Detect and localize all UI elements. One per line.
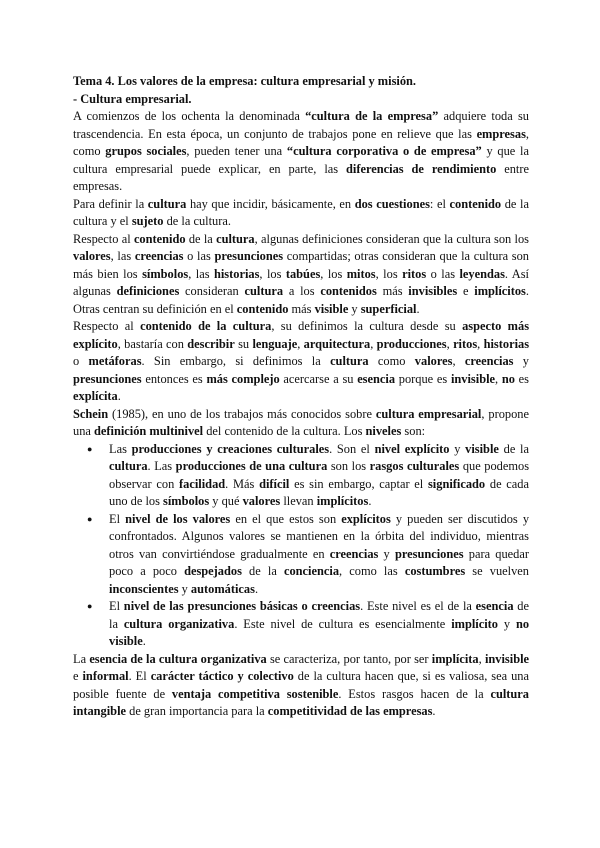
bold-term: producciones de una cultura (175, 459, 328, 473)
bold-term: presunciones (214, 249, 284, 263)
bold-term: no visible (109, 616, 530, 648)
bold-term: ventaja competitiva sostenible (171, 686, 339, 701)
bold-term: diferencias de rendimiento (346, 161, 497, 176)
bold-term: cultura (330, 354, 369, 368)
bold-term: informal (82, 669, 129, 683)
bold-term: competitividad de las empresas (267, 704, 433, 718)
bold-term: ritos (453, 336, 478, 351)
bold-term: cultura empresarial (375, 406, 482, 421)
bold-term: describir (187, 336, 235, 351)
bold-term: visible (314, 301, 349, 316)
bold-term: símbolos (163, 494, 210, 508)
bold-term: contenido (133, 231, 186, 246)
paragraph: Para definir la cultura hay que incidir, básicamente, en dos cuestiones: el contenido de la cultura y el sujeto de la cultura. (73, 196, 529, 228)
bold-term: visible (465, 441, 499, 456)
bold-term: valores (414, 354, 453, 368)
bold-term: valores (73, 249, 111, 263)
bold-term: definiciones (116, 284, 180, 298)
bold-term: grupos sociales (105, 144, 187, 158)
bold-term: símbolos (142, 266, 189, 281)
bold-term: cultura intangible (73, 686, 529, 718)
bold-term: implícita (431, 651, 479, 666)
bold-term: cultura (147, 196, 187, 211)
bold-term: nivel de los valores (125, 511, 231, 526)
bold-term: producciones (376, 336, 447, 351)
bold-term: niveles (365, 424, 402, 438)
intro-paragraphs (73, 108, 529, 441)
list-item: ● El nivel de las presunciones básicas o creencias. Este nivel es el de la esencia de la cultura organizativa. Este nivel de cultura es esencialmente implícito y no visible. (109, 598, 529, 651)
bold-term: explícita (73, 389, 118, 403)
bold-term: creencias (329, 546, 379, 561)
bold-term: valores (242, 494, 281, 508)
bold-term: contenidos (320, 284, 377, 298)
bold-term: invisible (484, 651, 530, 666)
bold-term: “cultura de la empresa” (305, 109, 439, 123)
bold-term: metáforas (88, 354, 142, 368)
bold-term: producciones y creaciones culturales (131, 441, 330, 456)
bold-term: historias (213, 266, 260, 281)
bold-term: implícito (451, 616, 498, 631)
bold-term: presunciones (394, 546, 464, 561)
closing-paragraph: La esencia de la cultura organizativa se caracteriza, por tanto, por ser implícita, invisible e informal. El carácter táctico y colectivo de la cultura hacen que, si es valiosa, sea una posible fuente de ventaja competitiva sostenible. Estos rasgos hacen de la cultura intangible de gran importancia para la competitividad de las empresas. (73, 651, 530, 718)
bold-term: contenido (236, 301, 289, 316)
paragraph: Respecto al contenido de la cultura, algunas definiciones consideran que la cultura son los valores, las creencias o las presunciones compartidas; otras consideran que la cultura son más bien los símbolos, las historias, los tabúes, los mitos, los ritos o las leyendas. Así algunas definiciones consideran cultura a los contenidos más invisibles e implícitos. Otras centran su definición en el contenido más visible y superficial. (73, 231, 529, 316)
bold-term: significado (427, 476, 486, 491)
bold-term: cultura (109, 459, 148, 473)
bold-term: cultura organizativa (123, 616, 235, 631)
bold-term: inconscientes (109, 581, 179, 596)
bold-term: empresas (476, 126, 526, 141)
bold-term: automáticas (190, 581, 255, 596)
bold-term: implícitos (316, 494, 369, 508)
document-page (73, 73, 529, 721)
levels-bullet-list (73, 441, 529, 651)
bold-term: conciencia (283, 564, 340, 578)
bold-term: cultura (244, 284, 284, 298)
bold-term: nivel explícito (374, 441, 450, 456)
bold-term: invisible (450, 371, 496, 386)
paragraph: Schein (1985), en uno de los trabajos más conocidos sobre cultura empresarial, propone una definición multinivel del contenido de la cultura. Los niveles son: (73, 406, 529, 438)
bold-term: mitos (346, 266, 376, 281)
bold-term: ritos (402, 266, 427, 281)
paragraph: A comienzos de los ochenta la denominada “cultura de la empresa” adquiere toda su trascendencia. En esta época, un conjunto de trabajos pone en relieve que las empresas, como grupos sociales, pueden tener una “cultura corporativa o de empresa” y que la cultura empresarial puede explicar, en parte, las diferencias de rendimiento entre empresas. (73, 109, 529, 193)
bold-term: lenguaje (252, 336, 298, 351)
bold-term: contenido de la cultura (140, 319, 272, 333)
list-item: ● Las producciones y creaciones culturales. Son el nivel explícito y visible de la cultura. Las producciones de una cultura son los rasgos culturales que podemos observar con facilidad. Más difícil es sin embargo, captar el significado de cada uno de los símbolos y qué valores llevan implícitos. (109, 441, 529, 511)
bold-term: costumbres (404, 564, 466, 578)
bold-term: contenido (449, 196, 502, 211)
bold-term: superficial (360, 301, 417, 316)
bold-term: historias (483, 336, 530, 351)
bold-term: rasgos culturales (369, 459, 460, 473)
bold-term: creencias (134, 249, 184, 263)
section-subheading: - Cultura empresarial. (73, 91, 192, 106)
bold-term: Schein (73, 406, 109, 421)
bold-term: no (501, 371, 515, 386)
bold-term: despejados (184, 564, 242, 578)
bold-term: “cultura corporativa o de empresa” (286, 144, 482, 158)
bold-term: creencias (464, 354, 514, 368)
paragraph: Respecto al contenido de la cultura, su definimos la cultura desde su aspecto más explícito, bastaría con describir su lenguaje, arquitectura, producciones, ritos, historias o metáforas. Sin embargo, si definimos la cultura como valores, creencias y presunciones entonces es más complejo acercarse a su esencia porque es invisible, no es explícita. (73, 319, 530, 403)
bold-term: aspecto más explícito (73, 319, 530, 351)
bold-term: leyendas (459, 266, 505, 281)
bold-term: definición multinivel (94, 424, 204, 438)
bold-term: arquitectura (303, 336, 371, 351)
bold-term: más complejo (206, 371, 280, 386)
bold-term: nivel de las presunciones básicas o creencias (123, 599, 361, 613)
bold-term: invisibles (408, 284, 458, 298)
bold-term: facilidad (179, 476, 226, 491)
bold-term: tabúes (285, 266, 321, 281)
bold-term: esencia de la cultura organizativa (89, 651, 267, 666)
bold-term: explícitos (341, 511, 391, 526)
bold-term: difícil (259, 476, 290, 491)
bold-term: esencia (475, 599, 514, 613)
bold-term: implícitos (474, 284, 526, 298)
bold-term: presunciones (73, 371, 142, 386)
bold-term: dos cuestiones (354, 196, 430, 211)
list-item: ● El nivel de los valores en el que estos son explícitos y pueden ser discutidos y confrontados. Algunos valores se mantienen en la órbita del individuo, mientras otros van convirtiéndose gradualmente en creencias y presunciones para quedar poco a poco despejados de la conciencia, como las costumbres se vuelven inconscientes y automáticas. (109, 511, 529, 599)
document-heading: Tema 4. Los valores de la empresa: cultura empresarial y misión. (73, 74, 417, 88)
bold-term: esencia (357, 371, 396, 386)
bold-term: carácter táctico y colectivo (150, 669, 294, 683)
bold-term: cultura (216, 231, 255, 246)
bold-term: sujeto (131, 214, 164, 228)
